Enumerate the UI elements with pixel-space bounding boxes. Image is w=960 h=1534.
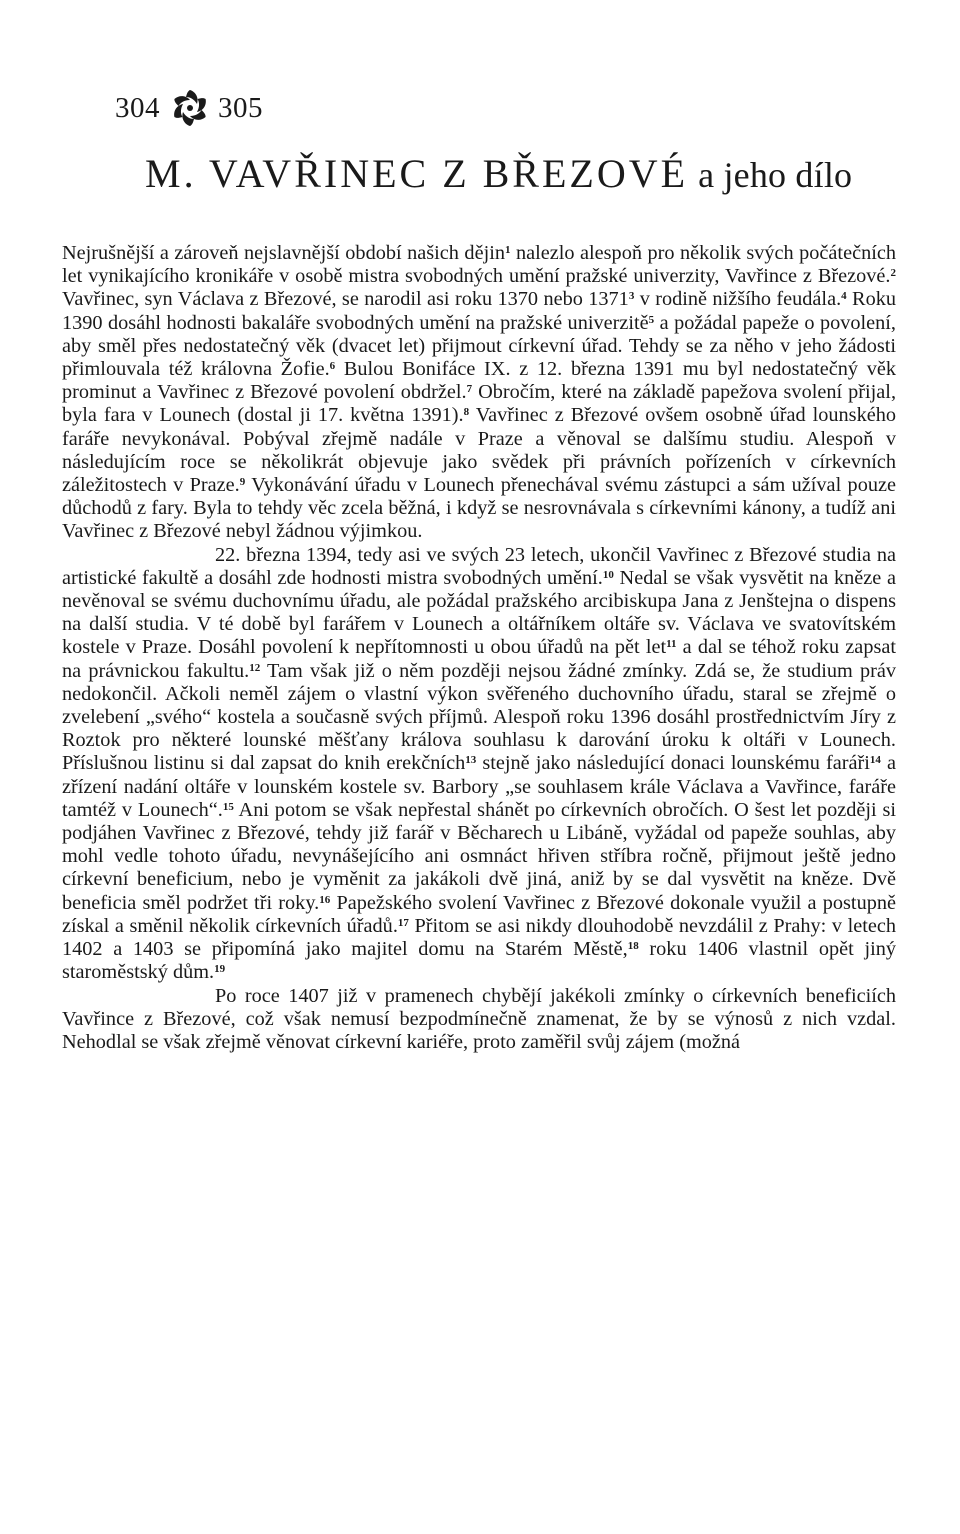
footnote-marker: 2 <box>890 267 896 280</box>
text-segment: v rodině nižšího feudála. <box>634 288 842 311</box>
text-segment: Papežského svolení Vavřinec z Březové dokonale využil a postupně získal a směnil několik církevních úřadů. <box>62 891 896 937</box>
text-segment: Nedal se však vysvětit na kněze a nevěnoval se svému duchovnímu úřadu, ale požádal pražského arcibiskupa Jana z Jenštejna o dispens na další studia. V té době byl farářem v Lounech a oltářníkem oltáře sv. Václava ve svatovítském kostele v Praze. Dosáhl povolení k nepřítomnosti u obou úřadů na pět let <box>62 566 896 659</box>
footnote-marker: 8 <box>463 406 470 419</box>
footnote-marker: 7 <box>466 383 473 396</box>
page-number-header <box>115 88 263 128</box>
footnote-marker: 18 <box>627 940 639 953</box>
text-segment: 22. března 1394, tedy asi ve svých 23 letech, ukončil Vavřinec z Březové studia na artistické fakultě a dosáhl zde hodnosti mistra svobodných umění. <box>62 543 896 589</box>
footnote-marker: 16 <box>319 893 331 906</box>
chapter-title-rest: a jeho dílo <box>698 155 853 195</box>
text-segment: Tam však již o něm později nejsou žádné zmínky. Zdá se, že studium práv nedokončil. Ačkoli neměl zájem o vlastní výkon svěřeného duchovního úřadu, staral se zřejmě o zvelebení „svého“ kostela a současně svých příjmů. Alespoň roku 1396 dosáhl prostřednictvím Jíry z Roztok pro některé lounské měšťany králova souhlasu k darování úroku k oltáři v Lounech. Příslušnou listinu si dal zapsat do knih erekčních <box>62 659 896 775</box>
footnote-marker: 9 <box>239 475 246 488</box>
text-segment: a zřízení nadání oltáře v lounském kostele sv. Barbory „se souhlasem krále Václava a Vavřince, faráře tamtéž v Lounech“. <box>62 752 896 821</box>
text-segment: nalezlo alespoň pro několik svých počátečních let vynikajícího kronikáře v osobě mistra svobodných umění pražské univerzity, Vavřince z Březové. <box>62 242 896 288</box>
text-segment: a požádal papeže o povolení, aby směl přes nedostatečný věk (dvacet let) přijmout církevní úřad. Tehdy se za něho v jeho žádosti přimlouvala též královna Žofie. <box>62 311 896 381</box>
text-segment: Nejrušnější a zároveň nejslavnější období našich dějin <box>62 242 505 264</box>
text-segment: a dal se téhož roku zapsat na právnickou fakultu. <box>62 636 896 682</box>
text-segment: Obročím, které na základě papežova svolení přijal, byla fara v Lounech (dostal ji 17. května 1391). <box>62 381 897 427</box>
text-segment: Vykonávání úřadu v Lounech přenechával svému zástupci a sám užíval pouze důchodů z fary. Byla to tehdy věc zcela běžná, i když se nesrovnávala s církevními kánony, a tudíž ani Vavřinec z Březové nebyl žádnou výjimkou. <box>62 474 896 543</box>
footnote-marker: 10 <box>602 568 614 581</box>
body-text <box>62 242 896 1054</box>
paragraph <box>62 242 896 544</box>
chapter-title <box>145 146 852 203</box>
page-number-right: 305 <box>218 92 263 124</box>
footnote-marker: 14 <box>869 754 881 767</box>
text-segment: stejně jako následující donaci lounskému faráři <box>476 752 870 775</box>
text-segment: Bulou Bonifáce IX. z 12. března 1391 mu byl nedostatečný věk prominut a Vavřinec z Březové povolení obdržel. <box>62 358 896 404</box>
footnote-marker: 17 <box>397 916 409 929</box>
text-segment: Roku 1390 dosáhl hodnosti bakaláře svobodných umění na pražské univerzitě <box>62 288 896 334</box>
footnote-marker: 13 <box>465 754 477 767</box>
text-segment: Vavřinec, syn Václava z Březové, se narodil asi roku 1370 nebo 1371 <box>62 288 629 311</box>
text-segment: Ani potom se však nepřestal shánět po církevních obročích. O šest let později si podjáhen Vavřinec z Březové, tehdy již farář v Běcharech u Libáně, vyžádal od papeže souhlas, aby mohl vedle tohoto úřadu, nevynášejícího ani osmnáct hřiven stříbra ročně, přijmout ještě jedno církevní beneficium, nebo je vyměnit za jakákoli dvě jiná, aniž by se dal vysvětit na kněze. Dvě beneficia směl podržet tři roky. <box>62 798 896 914</box>
text-segment: roku 1406 vlastnil opět jiný staroměstský dům. <box>62 938 896 984</box>
flower-ornament-icon <box>170 88 210 128</box>
footnote-marker: 1 <box>504 243 511 256</box>
footnote-marker: 11 <box>666 638 677 651</box>
text-segment: Vavřinec z Březové ovšem osobně úřad lounského faráře nevykonával. Pobýval zřejmě nadále v Praze a věnoval se dalšímu studiu. Alespoň v následujícím roce se několikrát objevuje jako svědek při právních pořízeních v církevních záležitostech v Praze. <box>62 404 897 497</box>
text-segment: Po roce 1407 již v pramenech chybějí jakékoli zmínky o církevních beneficiích Vavřince z Březové, což však nemusí bezpodmínečně znamenat, že by se výnosů z nich vzdal. Nehodlal se však zřejmě věnovat církevní kariéře, proto zaměřil svůj zájem (možná <box>62 984 896 1053</box>
footnote-marker: 6 <box>329 359 336 372</box>
footnote-marker: 4 <box>841 290 847 303</box>
footnote-marker: 15 <box>222 800 234 813</box>
page-number-left: 304 <box>115 92 160 124</box>
paragraph <box>62 985 896 1055</box>
footnote-marker: 5 <box>648 313 655 326</box>
text-segment: Přitom se asi nikdy dlouhodobě nevzdálil z Prahy: v letech 1402 a 1403 se připomíná jako majitel domu na Starém Městě, <box>62 914 896 961</box>
footnote-marker: 19 <box>214 963 226 976</box>
footnote-marker: 12 <box>249 661 261 674</box>
footnote-marker: 3 <box>628 290 635 303</box>
paragraph <box>62 544 896 985</box>
chapter-title-main: M. VAVŘINEC Z BŘEZOVÉ <box>145 151 689 196</box>
